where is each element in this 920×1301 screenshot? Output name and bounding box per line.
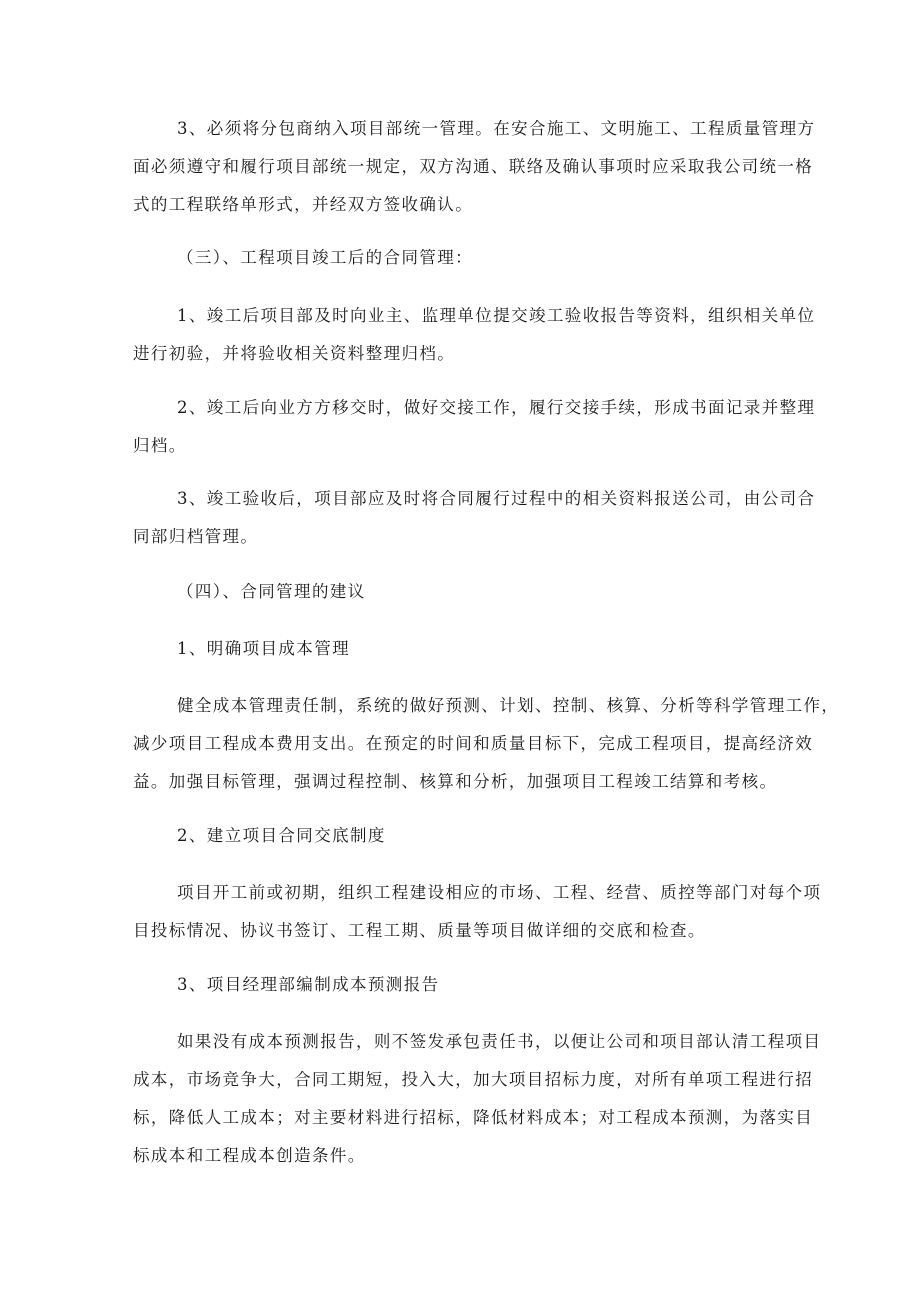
paragraph-cost-responsibility — [133, 687, 840, 801]
paragraph-line: 标，降低人工成本；对主要材料进行招标，降低材料成本；对工程成本预测，为落实目 — [133, 1108, 814, 1127]
paragraph-project-start-briefing — [133, 874, 822, 950]
section-heading-contract-suggestions: （四）、合同管理的建议 — [177, 582, 366, 601]
paragraph-line: 面必须遵守和履行项目部统一规定，双方沟通、联络及确认事项时应采取我公司统一格 — [133, 157, 814, 176]
paragraph-line: 归档。 — [133, 436, 187, 455]
paragraph-cost-forecast — [133, 1023, 822, 1175]
paragraph-line: 式的工程联络单形式，并经双方签收确认。 — [133, 195, 474, 214]
paragraph-handover — [133, 389, 816, 465]
subheading-cost-management: 1、明确项目成本管理 — [177, 639, 350, 658]
paragraph-line: 如果没有成本预测报告，则不签发承包责任书，以便让公司和项目部认清工程项目 — [177, 1032, 822, 1051]
section-heading-completion-contract-management: （三）、工程项目竣工后的合同管理： — [177, 248, 474, 267]
paragraph-line: 健全成本管理责任制，系统的做好预测、计划、控制、核算、分析等科学管理工作， — [177, 696, 840, 715]
paragraph-line: 标成本和工程成本创造条件。 — [133, 1146, 366, 1165]
paragraph-line: 进行初验，并将验收相关资料整理归档。 — [133, 344, 456, 363]
paragraph-line: 同部归档管理。 — [133, 527, 259, 546]
paragraph-line: 3、必须将分包商纳入项目部统一管理。在安合施工、文明施工、工程质量管理方 — [177, 119, 816, 138]
paragraph-completion-report — [133, 297, 816, 373]
paragraph-line: 益。加强目标管理，强调过程控制、核算和分析，加强项目工程竣工结算和考核。 — [133, 772, 778, 791]
paragraph-line: 3、竣工验收后，项目部应及时将合同履行过程中的相关资料报送公司，由公司合 — [177, 489, 816, 508]
paragraph-line: 1、竣工后项目部及时向业主、监理单位提交竣工验收报告等资料，组织相关单位 — [177, 306, 816, 325]
subheading-cost-forecast-report: 3、项目经理部编制成本预测报告 — [177, 975, 440, 994]
paragraph-line: 成本，市场竞争大，合同工期短，投入大，加大项目招标力度，对所有单项工程进行招 — [133, 1070, 814, 1089]
paragraph-subcontractor-management — [133, 110, 816, 224]
paragraph-line: 2、竣工后向业方方移交时，做好交接工作，履行交接手续，形成书面记录并整理 — [177, 398, 816, 417]
subheading-contract-briefing: 2、建立项目合同交底制度 — [177, 826, 386, 845]
paragraph-line: 目投标情况、协议书签订、工程工期、质量等项目做详细的交底和检查。 — [133, 921, 706, 940]
paragraph-line: 项目开工前或初期，组织工程建设相应的市场、工程、经营、质控等部门对每个项 — [177, 883, 822, 902]
paragraph-archive — [133, 480, 816, 556]
paragraph-line: 减少项目工程成本费用支出。在预定的时间和质量目标下，完成工程项目，提高经济效 — [133, 734, 814, 753]
